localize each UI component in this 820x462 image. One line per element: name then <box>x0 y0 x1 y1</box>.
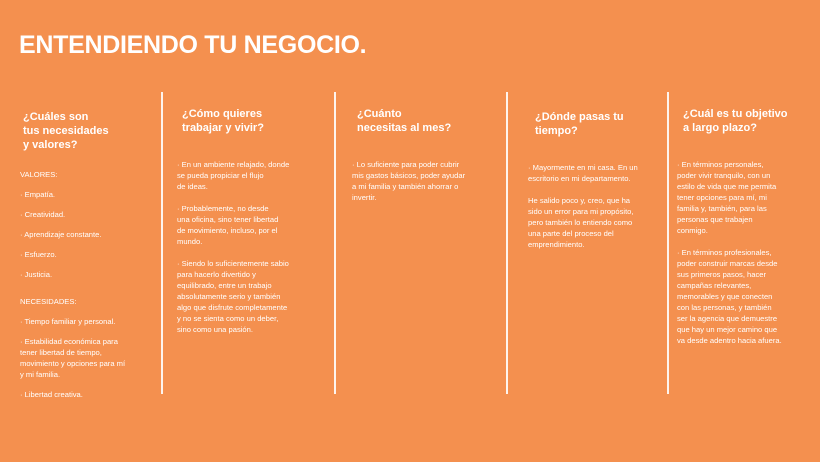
column-work-life <box>177 107 289 346</box>
answer-paragraph: · En un ambiente relajado, donde se pueda propiciar el flujo de ideas. <box>177 160 290 191</box>
values-heading: VALORES: <box>20 170 58 179</box>
answer-paragraph: · Lo suficiente para poder cubrir mis gastos básicos, poder ayudar a mi familia y también ahorrar o invertir. <box>352 160 466 202</box>
column-divider <box>161 92 163 394</box>
answer-paragraph: He salido poco y, creo, que ha sido un error para mi propósito, pero también lo entiendo como una parte del proceso del emprendimiento. <box>528 196 634 249</box>
answer-paragraph: · Mayormente en mi casa. En un escritorio en mi departamento. <box>528 163 638 183</box>
column-question: ¿Cuáles son tus necesidades y valores? <box>23 111 109 151</box>
column-long-term-goal <box>677 107 788 357</box>
value-item: · Empatía. <box>20 190 56 199</box>
answer-paragraph: · Siendo lo suficientemente sabio para hacerlo divertido y equilibrado, entre un trabajo absolutamente serio y también algo que disfrute completamente y no se sienta como un deber, sino como una pasión. <box>177 259 289 334</box>
need-item: · Estabilidad económica para tener libertad de tiempo, movimiento y opciones para mí y mi familia. <box>20 337 126 379</box>
column-needs-values <box>20 110 125 409</box>
column-question: ¿Cómo quieres trabajar y vivir? <box>182 108 264 134</box>
answer-paragraph: · Probablemente, no desde una oficina, sino tener libertad de movimiento, incluso, por el mundo. <box>177 204 279 246</box>
answer-paragraph: · En términos profesionales, poder construir marcas desde sus primeros pasos, hacer campañas relevantes, memorables y que conecten con las personas, y también ser la agencia que demuestre que hay un mejor camino que va desde adentro hacia afuera. <box>677 248 782 345</box>
page-title: ENTENDIENDO TU NEGOCIO. <box>19 31 367 59</box>
value-item: · Aprendizaje constante. <box>20 230 102 239</box>
column-divider <box>334 92 336 394</box>
answer-paragraph: · En términos personales, poder vivir tranquilo, con un estilo de vida que me permita tener opciones para mí, mi familia y, también, para las personas que trabajen conmigo. <box>677 160 777 235</box>
column-divider <box>506 92 508 394</box>
column-divider <box>667 92 669 394</box>
value-item: · Esfuerzo. <box>20 250 57 259</box>
need-item: · Tiempo familiar y personal. <box>20 317 116 326</box>
value-item: · Justicia. <box>20 270 53 279</box>
column-time <box>528 110 638 261</box>
column-question: ¿Cuánto necesitas al mes? <box>357 108 452 134</box>
needs-heading: NECESIDADES: <box>20 297 77 306</box>
need-item: · Libertad creativa. <box>20 390 83 399</box>
column-question: ¿Dónde pasas tu tiempo? <box>535 111 624 137</box>
column-monthly-need <box>352 107 465 212</box>
column-question: ¿Cuál es tu objetivo a largo plazo? <box>683 108 788 134</box>
value-item: · Creatividad. <box>20 210 66 219</box>
